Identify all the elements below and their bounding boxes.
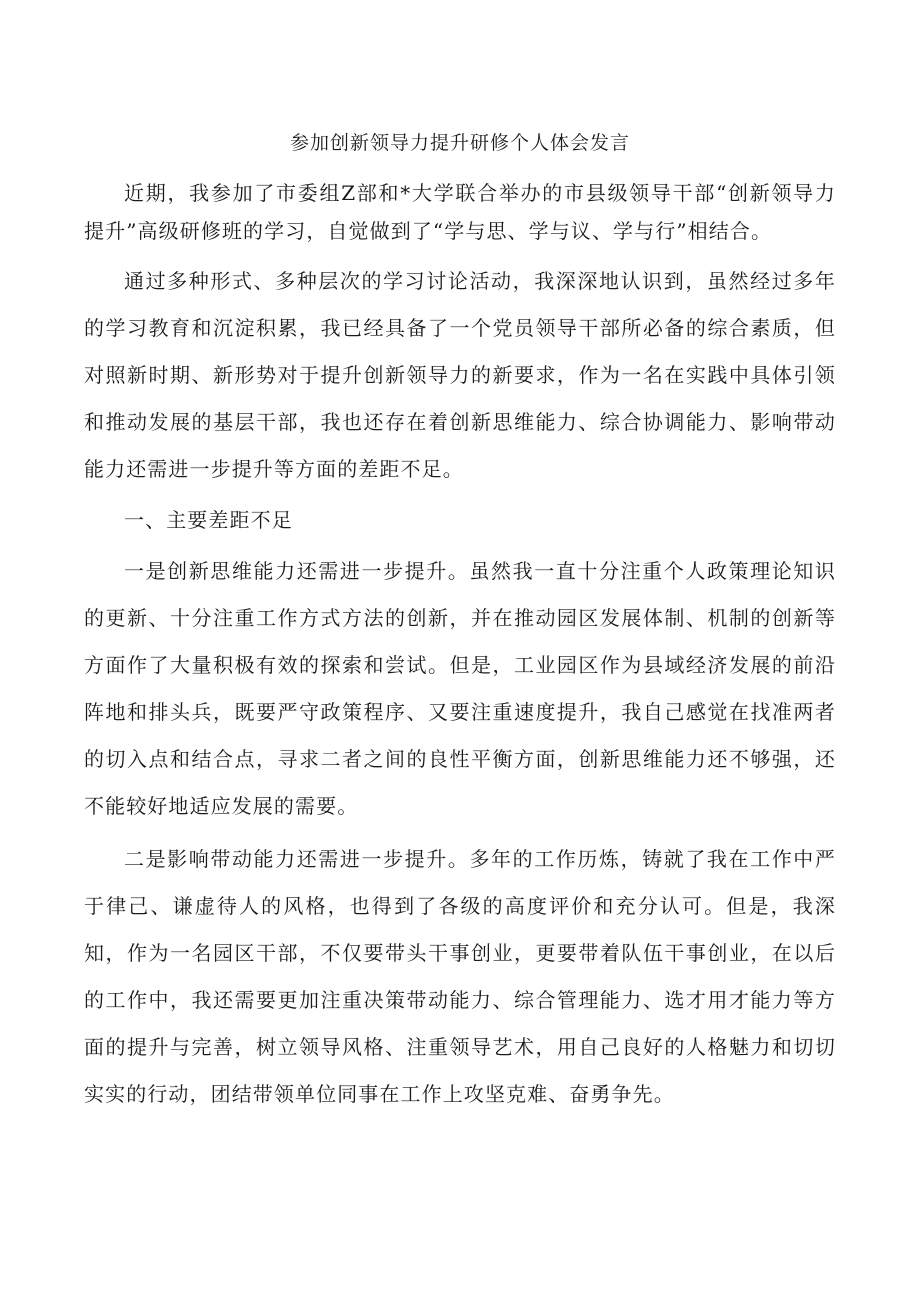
paragraph-intro: 近期，我参加了市委组Z部和*大学联合举办的市县级领导干部“创新领导力提升”高级研修班的学习，自觉做到了“学与思、学与议、学与行”相结合。 — [84, 181, 836, 243]
section-heading: 一、主要差距不足 — [124, 508, 293, 532]
paragraph-reflection: 通过多种形式、多种层次的学习讨论活动，我深深地认识到，虽然经过多年的学习教育和沉淀积累，我已经具备了一个党员领导干部所必备的综合素质，但对照新时期、新形势对于提升创新领导力的新要求，作为一名在实践中具体引领和推动发展的基层干部，我也还存在着创新思维能力、综合协调能力、影响带动能力还需进一步提升等方面的差距不足。 — [84, 269, 836, 481]
paragraph-point-two: 二是影响带动能力还需进一步提升。多年的工作历炼，铸就了我在工作中严于律己、谦虚待人的风格，也得到了各级的高度评价和充分认可。但是，我深知，作为一名园区干部，不仅要带头干事创业，更要带着队伍干事创业，在以后的工作中，我还需要更加注重决策带动能力、综合管理能力、选才用才能力等方面的提升与完善，树立领导风格、注重领导艺术，用自己良好的人格魅力和切切实实的行动，团结带领单位同事在工作上攻坚克难、奋勇争先。 — [84, 847, 836, 1106]
paragraph-point-one: 一是创新思维能力还需进一步提升。虽然我一直十分注重个人政策理论知识的更新、十分注重工作方式方法的创新，并在推动园区发展体制、机制的创新等方面作了大量积极有效的探索和尝试。但是，工业园区作为县域经济发展的前沿阵地和排头兵，既要严守政策程序、又要注重速度提升，我自己感觉在找准两者的切入点和结合点，寻求二者之间的良性平衡方面，创新思维能力还不够强，还不能较好地适应发展的需要。 — [84, 559, 836, 818]
document-title: 参加创新领导力提升研修个人体会发言 — [289, 132, 630, 154]
